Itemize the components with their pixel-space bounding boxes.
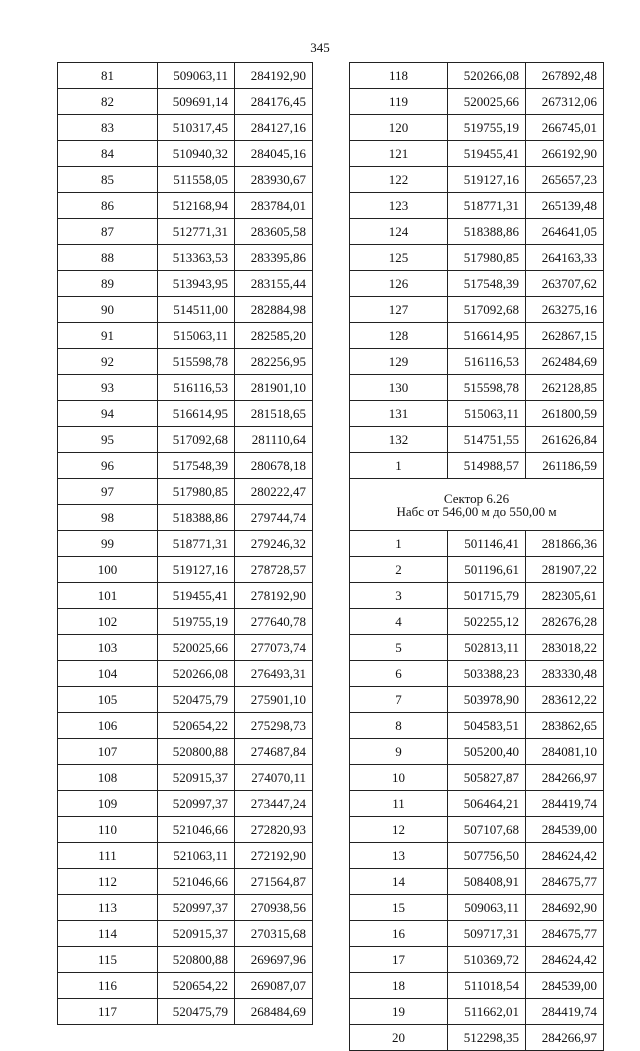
coord-x: 520654,22 <box>158 973 235 999</box>
table-row <box>350 687 604 713</box>
coord-x: 501146,41 <box>448 531 526 557</box>
coord-y: 284266,97 <box>526 765 604 791</box>
point-number: 9 <box>350 739 448 765</box>
coord-x: 509063,11 <box>158 63 235 89</box>
point-number: 86 <box>58 193 158 219</box>
coord-y: 283612,22 <box>526 687 604 713</box>
coord-y: 271564,87 <box>235 869 313 895</box>
coord-x: 517980,85 <box>158 479 235 505</box>
point-number: 120 <box>350 115 448 141</box>
table-row <box>350 609 604 635</box>
coord-y: 269697,96 <box>235 947 313 973</box>
coord-x: 514988,57 <box>448 453 526 479</box>
coord-y: 270938,56 <box>235 895 313 921</box>
point-number: 103 <box>58 635 158 661</box>
point-number: 98 <box>58 505 158 531</box>
point-number: 125 <box>350 245 448 271</box>
coord-y: 283930,67 <box>235 167 313 193</box>
point-number: 111 <box>58 843 158 869</box>
point-number: 101 <box>58 583 158 609</box>
coord-y: 284176,45 <box>235 89 313 115</box>
point-number: 94 <box>58 401 158 427</box>
coord-y: 273447,24 <box>235 791 313 817</box>
point-number: 126 <box>350 271 448 297</box>
table-row <box>350 193 604 219</box>
table-row <box>350 713 604 739</box>
point-number: 96 <box>58 453 158 479</box>
table-row <box>58 349 313 375</box>
table-row <box>58 401 313 427</box>
table-row <box>350 167 604 193</box>
coord-x: 520654,22 <box>158 713 235 739</box>
coord-x: 520266,08 <box>158 661 235 687</box>
coord-x: 520997,37 <box>158 895 235 921</box>
coord-x: 514511,00 <box>158 297 235 323</box>
table-row <box>350 531 604 557</box>
coord-y: 275298,73 <box>235 713 313 739</box>
table-row <box>58 63 313 89</box>
coord-x: 502813,11 <box>448 635 526 661</box>
sector-header <box>350 479 604 531</box>
coord-y: 274070,11 <box>235 765 313 791</box>
point-number: 85 <box>58 167 158 193</box>
point-number: 123 <box>350 193 448 219</box>
table-row <box>350 401 604 427</box>
coord-x: 520266,08 <box>448 63 526 89</box>
coord-y: 283155,44 <box>235 271 313 297</box>
point-number: 117 <box>58 999 158 1025</box>
table-row <box>350 297 604 323</box>
table-row <box>350 739 604 765</box>
table-row <box>350 947 604 973</box>
point-number: 105 <box>58 687 158 713</box>
table-row <box>350 999 604 1025</box>
coord-y: 267312,06 <box>526 89 604 115</box>
point-number: 114 <box>58 921 158 947</box>
coordinates-table-right <box>349 62 604 1051</box>
coord-y: 261626,84 <box>526 427 604 453</box>
point-number: 16 <box>350 921 448 947</box>
coord-x: 520997,37 <box>158 791 235 817</box>
table-row <box>58 973 313 999</box>
coord-x: 520025,66 <box>448 89 526 115</box>
coord-y: 269087,07 <box>235 973 313 999</box>
coord-x: 507756,50 <box>448 843 526 869</box>
coord-x: 511662,01 <box>448 999 526 1025</box>
point-number: 119 <box>350 89 448 115</box>
coord-y: 281901,10 <box>235 375 313 401</box>
point-number: 1 <box>350 531 448 557</box>
sector-subtitle: Набс от 546,00 м до 550,00 м <box>396 503 557 519</box>
point-number: 8 <box>350 713 448 739</box>
point-number: 89 <box>58 271 158 297</box>
table-row <box>350 89 604 115</box>
coord-y: 282305,61 <box>526 583 604 609</box>
table-row <box>58 921 313 947</box>
coord-y: 272192,90 <box>235 843 313 869</box>
point-number: 102 <box>58 609 158 635</box>
point-number: 130 <box>350 375 448 401</box>
coord-y: 265657,23 <box>526 167 604 193</box>
coord-y: 284624,42 <box>526 843 604 869</box>
coord-y: 280678,18 <box>235 453 313 479</box>
coord-x: 517548,39 <box>448 271 526 297</box>
point-number: 87 <box>58 219 158 245</box>
coord-y: 281866,36 <box>526 531 604 557</box>
coord-x: 517548,39 <box>158 453 235 479</box>
coord-y: 267892,48 <box>526 63 604 89</box>
coord-y: 283605,58 <box>235 219 313 245</box>
table-row <box>350 661 604 687</box>
coord-y: 283862,65 <box>526 713 604 739</box>
point-number: 13 <box>350 843 448 869</box>
table-row <box>350 895 604 921</box>
point-number: 2 <box>350 557 448 583</box>
point-number: 122 <box>350 167 448 193</box>
table-row <box>350 375 604 401</box>
coord-y: 264641,05 <box>526 219 604 245</box>
coord-x: 515598,78 <box>448 375 526 401</box>
coord-x: 521063,11 <box>158 843 235 869</box>
point-number: 88 <box>58 245 158 271</box>
point-number: 17 <box>350 947 448 973</box>
coord-x: 501715,79 <box>448 583 526 609</box>
coord-x: 515063,11 <box>448 401 526 427</box>
point-number: 90 <box>58 297 158 323</box>
coord-x: 520475,79 <box>158 999 235 1025</box>
point-number: 82 <box>58 89 158 115</box>
point-number: 121 <box>350 141 448 167</box>
point-number: 116 <box>58 973 158 999</box>
coord-x: 503978,90 <box>448 687 526 713</box>
table-row <box>58 219 313 245</box>
coord-x: 512771,31 <box>158 219 235 245</box>
table-row <box>58 635 313 661</box>
table-row <box>350 817 604 843</box>
coord-x: 518771,31 <box>158 531 235 557</box>
coord-x: 509063,11 <box>448 895 526 921</box>
table-row <box>58 843 313 869</box>
table-row <box>58 297 313 323</box>
sector-header-row <box>350 479 604 531</box>
point-number: 112 <box>58 869 158 895</box>
table-row <box>350 323 604 349</box>
table-row <box>350 869 604 895</box>
coord-x: 517092,68 <box>448 297 526 323</box>
point-number: 14 <box>350 869 448 895</box>
point-number: 118 <box>350 63 448 89</box>
table-row <box>58 687 313 713</box>
coord-x: 519755,19 <box>448 115 526 141</box>
point-number: 11 <box>350 791 448 817</box>
coord-x: 504583,51 <box>448 713 526 739</box>
coord-x: 502255,12 <box>448 609 526 635</box>
point-number: 83 <box>58 115 158 141</box>
point-number: 81 <box>58 63 158 89</box>
table-row <box>350 245 604 271</box>
coord-y: 277640,78 <box>235 609 313 635</box>
coord-y: 261800,59 <box>526 401 604 427</box>
coord-y: 284081,10 <box>526 739 604 765</box>
point-number: 129 <box>350 349 448 375</box>
coord-x: 516614,95 <box>158 401 235 427</box>
coord-y: 281907,22 <box>526 557 604 583</box>
point-number: 104 <box>58 661 158 687</box>
table-row <box>58 89 313 115</box>
coord-y: 278192,90 <box>235 583 313 609</box>
table-row <box>350 583 604 609</box>
coord-y: 262867,15 <box>526 323 604 349</box>
coord-x: 506464,21 <box>448 791 526 817</box>
coord-x: 515598,78 <box>158 349 235 375</box>
point-number: 19 <box>350 999 448 1025</box>
coord-x: 520025,66 <box>158 635 235 661</box>
point-number: 127 <box>350 297 448 323</box>
coord-y: 282676,28 <box>526 609 604 635</box>
table-row <box>58 271 313 297</box>
coord-y: 283018,22 <box>526 635 604 661</box>
point-number: 93 <box>58 375 158 401</box>
coord-y: 275901,10 <box>235 687 313 713</box>
point-number: 5 <box>350 635 448 661</box>
coord-y: 263707,62 <box>526 271 604 297</box>
table-row <box>58 375 313 401</box>
point-number: 97 <box>58 479 158 505</box>
coord-x: 510940,32 <box>158 141 235 167</box>
coord-y: 272820,93 <box>235 817 313 843</box>
table-row <box>58 791 313 817</box>
point-number: 91 <box>58 323 158 349</box>
point-number: 128 <box>350 323 448 349</box>
table-row <box>58 895 313 921</box>
coord-x: 512298,35 <box>448 1025 526 1051</box>
coord-x: 501196,61 <box>448 557 526 583</box>
coord-y: 284192,90 <box>235 63 313 89</box>
coord-y: 263275,16 <box>526 297 604 323</box>
point-number: 18 <box>350 973 448 999</box>
table-row <box>58 505 313 531</box>
table-row <box>58 479 313 505</box>
table-row <box>350 765 604 791</box>
coord-y: 261186,59 <box>526 453 604 479</box>
coord-y: 262484,69 <box>526 349 604 375</box>
coord-x: 514751,55 <box>448 427 526 453</box>
coord-x: 505827,87 <box>448 765 526 791</box>
coord-y: 262128,85 <box>526 375 604 401</box>
point-number: 131 <box>350 401 448 427</box>
coord-x: 513363,53 <box>158 245 235 271</box>
point-number: 108 <box>58 765 158 791</box>
table-row <box>58 115 313 141</box>
point-number: 113 <box>58 895 158 921</box>
point-number: 6 <box>350 661 448 687</box>
point-number: 132 <box>350 427 448 453</box>
coord-y: 284675,77 <box>526 869 604 895</box>
coord-x: 520915,37 <box>158 921 235 947</box>
table-row <box>58 713 313 739</box>
coord-y: 284624,42 <box>526 947 604 973</box>
coord-x: 513943,95 <box>158 271 235 297</box>
table-row <box>350 921 604 947</box>
coord-x: 519455,41 <box>448 141 526 167</box>
coord-y: 284045,16 <box>235 141 313 167</box>
table-row <box>58 193 313 219</box>
table-row <box>350 219 604 245</box>
point-number: 100 <box>58 557 158 583</box>
table-row <box>58 765 313 791</box>
coord-y: 266745,01 <box>526 115 604 141</box>
coord-y: 279744,74 <box>235 505 313 531</box>
table-row <box>58 141 313 167</box>
table-row <box>350 63 604 89</box>
coord-y: 283395,86 <box>235 245 313 271</box>
point-number: 7 <box>350 687 448 713</box>
table-row <box>350 973 604 999</box>
point-number: 95 <box>58 427 158 453</box>
table-row <box>350 843 604 869</box>
coord-y: 265139,48 <box>526 193 604 219</box>
table-row <box>58 531 313 557</box>
coord-x: 503388,23 <box>448 661 526 687</box>
coord-y: 284419,74 <box>526 999 604 1025</box>
coord-x: 509717,31 <box>448 921 526 947</box>
coord-x: 520475,79 <box>158 687 235 713</box>
coord-y: 284127,16 <box>235 115 313 141</box>
coordinates-table-left <box>57 62 313 1025</box>
coord-y: 281518,65 <box>235 401 313 427</box>
table-row <box>58 947 313 973</box>
coord-y: 284539,00 <box>526 817 604 843</box>
coord-x: 509691,14 <box>158 89 235 115</box>
point-number: 124 <box>350 219 448 245</box>
table-row <box>58 453 313 479</box>
point-number: 109 <box>58 791 158 817</box>
coord-y: 276493,31 <box>235 661 313 687</box>
coord-x: 517980,85 <box>448 245 526 271</box>
table-row <box>350 557 604 583</box>
coord-x: 518388,86 <box>158 505 235 531</box>
table-row <box>350 635 604 661</box>
coord-x: 511558,05 <box>158 167 235 193</box>
table-row <box>350 141 604 167</box>
coord-x: 512168,94 <box>158 193 235 219</box>
table-row <box>350 115 604 141</box>
coord-x: 510317,45 <box>158 115 235 141</box>
point-number: 20 <box>350 1025 448 1051</box>
coord-x: 521046,66 <box>158 817 235 843</box>
point-number: 1 <box>350 453 448 479</box>
coord-y: 284539,00 <box>526 973 604 999</box>
table-row <box>350 1025 604 1051</box>
coord-y: 283330,48 <box>526 661 604 687</box>
coord-x: 516116,53 <box>158 375 235 401</box>
coord-x: 510369,72 <box>448 947 526 973</box>
coord-x: 520915,37 <box>158 765 235 791</box>
coord-y: 281110,64 <box>235 427 313 453</box>
table-row <box>58 245 313 271</box>
table-row <box>58 999 313 1025</box>
coord-x: 515063,11 <box>158 323 235 349</box>
table-row <box>58 167 313 193</box>
table-row <box>350 453 604 479</box>
point-number: 106 <box>58 713 158 739</box>
point-number: 84 <box>58 141 158 167</box>
coord-y: 283784,01 <box>235 193 313 219</box>
table-row <box>58 323 313 349</box>
point-number: 3 <box>350 583 448 609</box>
table-row <box>58 557 313 583</box>
coord-x: 505200,40 <box>448 739 526 765</box>
point-number: 10 <box>350 765 448 791</box>
coord-x: 518388,86 <box>448 219 526 245</box>
coord-x: 519755,19 <box>158 609 235 635</box>
coord-y: 280222,47 <box>235 479 313 505</box>
table-row <box>58 817 313 843</box>
coord-y: 277073,74 <box>235 635 313 661</box>
table-row <box>58 661 313 687</box>
point-number: 115 <box>58 947 158 973</box>
coord-x: 516116,53 <box>448 349 526 375</box>
coord-y: 282256,95 <box>235 349 313 375</box>
coord-y: 284692,90 <box>526 895 604 921</box>
coord-x: 521046,66 <box>158 869 235 895</box>
coord-x: 518771,31 <box>448 193 526 219</box>
point-number: 110 <box>58 817 158 843</box>
page-number: 345 <box>310 40 330 55</box>
coord-y: 282585,20 <box>235 323 313 349</box>
coord-y: 274687,84 <box>235 739 313 765</box>
table-row <box>350 427 604 453</box>
coord-x: 517092,68 <box>158 427 235 453</box>
point-number: 12 <box>350 817 448 843</box>
coord-x: 519127,16 <box>448 167 526 193</box>
coord-y: 268484,69 <box>235 999 313 1025</box>
coord-x: 508408,91 <box>448 869 526 895</box>
coord-x: 511018,54 <box>448 973 526 999</box>
table-row <box>58 427 313 453</box>
coord-y: 264163,33 <box>526 245 604 271</box>
table-row <box>58 609 313 635</box>
point-number: 15 <box>350 895 448 921</box>
coord-y: 270315,68 <box>235 921 313 947</box>
coord-x: 507107,68 <box>448 817 526 843</box>
point-number: 4 <box>350 609 448 635</box>
coord-x: 520800,88 <box>158 739 235 765</box>
coord-y: 282884,98 <box>235 297 313 323</box>
coord-x: 519127,16 <box>158 557 235 583</box>
point-number: 92 <box>58 349 158 375</box>
coord-y: 284266,97 <box>526 1025 604 1051</box>
table-row <box>58 739 313 765</box>
table-row <box>350 349 604 375</box>
table-row <box>58 869 313 895</box>
coord-y: 284675,77 <box>526 921 604 947</box>
coord-x: 516614,95 <box>448 323 526 349</box>
coord-y: 279246,32 <box>235 531 313 557</box>
coord-x: 519455,41 <box>158 583 235 609</box>
coord-y: 266192,90 <box>526 141 604 167</box>
point-number: 107 <box>58 739 158 765</box>
sector-title: Сектор 6.26 <box>443 490 510 506</box>
point-number: 99 <box>58 531 158 557</box>
coord-y: 284419,74 <box>526 791 604 817</box>
coord-x: 520800,88 <box>158 947 235 973</box>
table-row <box>350 271 604 297</box>
table-row <box>58 583 313 609</box>
table-row <box>350 791 604 817</box>
coord-y: 278728,57 <box>235 557 313 583</box>
